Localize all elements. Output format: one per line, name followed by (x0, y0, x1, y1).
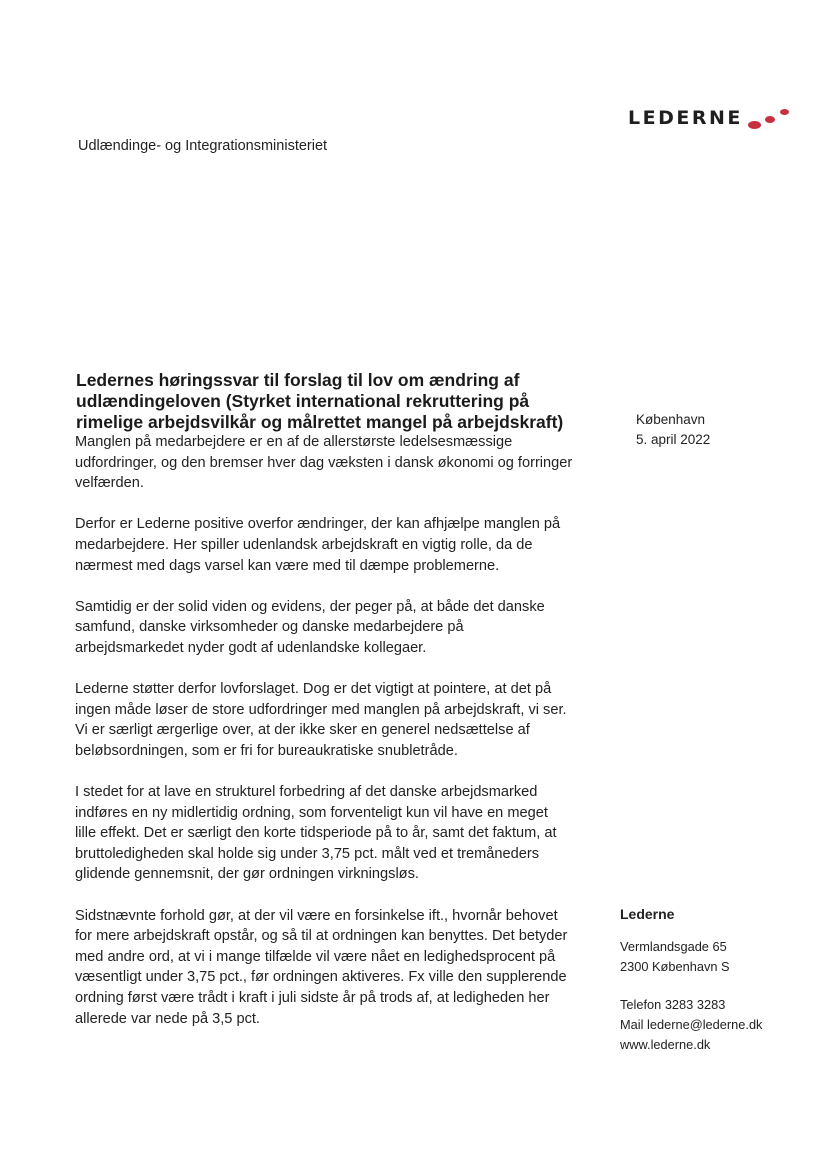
body-paragraph: Lederne støtter derfor lovforslaget. Dog er det vigtigt at pointere, at det på ingen måde løser de store udfordringer med manglen på arbejdskraft, vi ser. Vi er særligt ærgerlige over, at der ikke sker en generel nedsættelse af beløbsordningen, som er fri for bureaukratiske snubletråde. (75, 681, 567, 759)
body-paragraph: Samtidig er der solid viden og evidens, der peger på, at både det danske samfund, danske virksomheder og danske medarbejdere på arbejdsmarkedet nyder godt af udenlandske kollegaer. (75, 598, 545, 656)
logo-dots-icon (747, 104, 795, 132)
lederne-logo (628, 104, 795, 132)
body-paragraph: I stedet for at lave en strukturel forbedring af det danske arbejdsmarked indføres en ny midlertidig ordning, som forventeligt kun vil have en meget lille effekt. Det er særligt den korte tidsperiode på to år, samt det faktum, at bruttoledigheden skal holde sig under 3,75 pct. målt ved et tremåneders glidende gennemsnit, der gør ordningen virkningsløs. (75, 784, 557, 883)
contact-mail: Mail lederne@lederne.dk (620, 1017, 763, 1032)
contact-web: www.lederne.dk (620, 1037, 711, 1052)
contact-phone: Telefon 3283 3283 (620, 997, 726, 1012)
contact-block (620, 904, 762, 1055)
dateline-city: København (636, 412, 706, 427)
contact-postal: 2300 København S (620, 959, 730, 974)
recipient: Udlændinge- og Integrationsministeriet (78, 138, 328, 154)
body-paragraph: Derfor er Lederne positive overfor ændringer, der kan afhjælpe manglen på medarbejdere. Her spiller udenlandsk arbejdskraft en vigtig rolle, da de nærmest med dags varsel kan være med til dæmpe problemerne. (75, 516, 561, 574)
logo-wordmark: LEDERNE (628, 107, 743, 129)
body-paragraph: Sidstnævnte forhold gør, at der vil være en forsinkelse ift., hvornår behovet for mere arbejdskraft opstår, og så til at ordningen kan benyttes. Det betyder med andre ord, at vi i mange tilfælde vil være nået en ledighedsprocent på væsentligt under 3,75 pct., før ordningen aktiveres. Fx ville den supplerende ordning først være trådt i kraft i juli sidste år på trods af, at ledigheden her allerede var nede på 3,5 pct. (75, 907, 568, 1027)
letter-body (75, 432, 573, 1050)
contact-street: Vermlandsgade 65 (620, 939, 727, 954)
dateline (636, 410, 710, 450)
logo-dot (748, 121, 761, 129)
contact-org: Lederne (620, 906, 675, 922)
logo-dot (780, 109, 789, 115)
logo-dot (765, 116, 775, 123)
contact-spacer (620, 977, 762, 995)
body-paragraph: Manglen på medarbejdere er en af de allerstørste ledelsesmæssige udfordringer, og den bremser hver dag væksten i dansk økonomi og forringer velfærden. (75, 434, 573, 492)
letter-title: Ledernes høringssvar til forslag til lov om ændring af udlændingeloven (Styrket international rekruttering på rimelige arbejdsvilkår og målrettet mangel på arbejdskraft) (76, 370, 564, 432)
dateline-date: 5. april 2022 (636, 432, 711, 447)
